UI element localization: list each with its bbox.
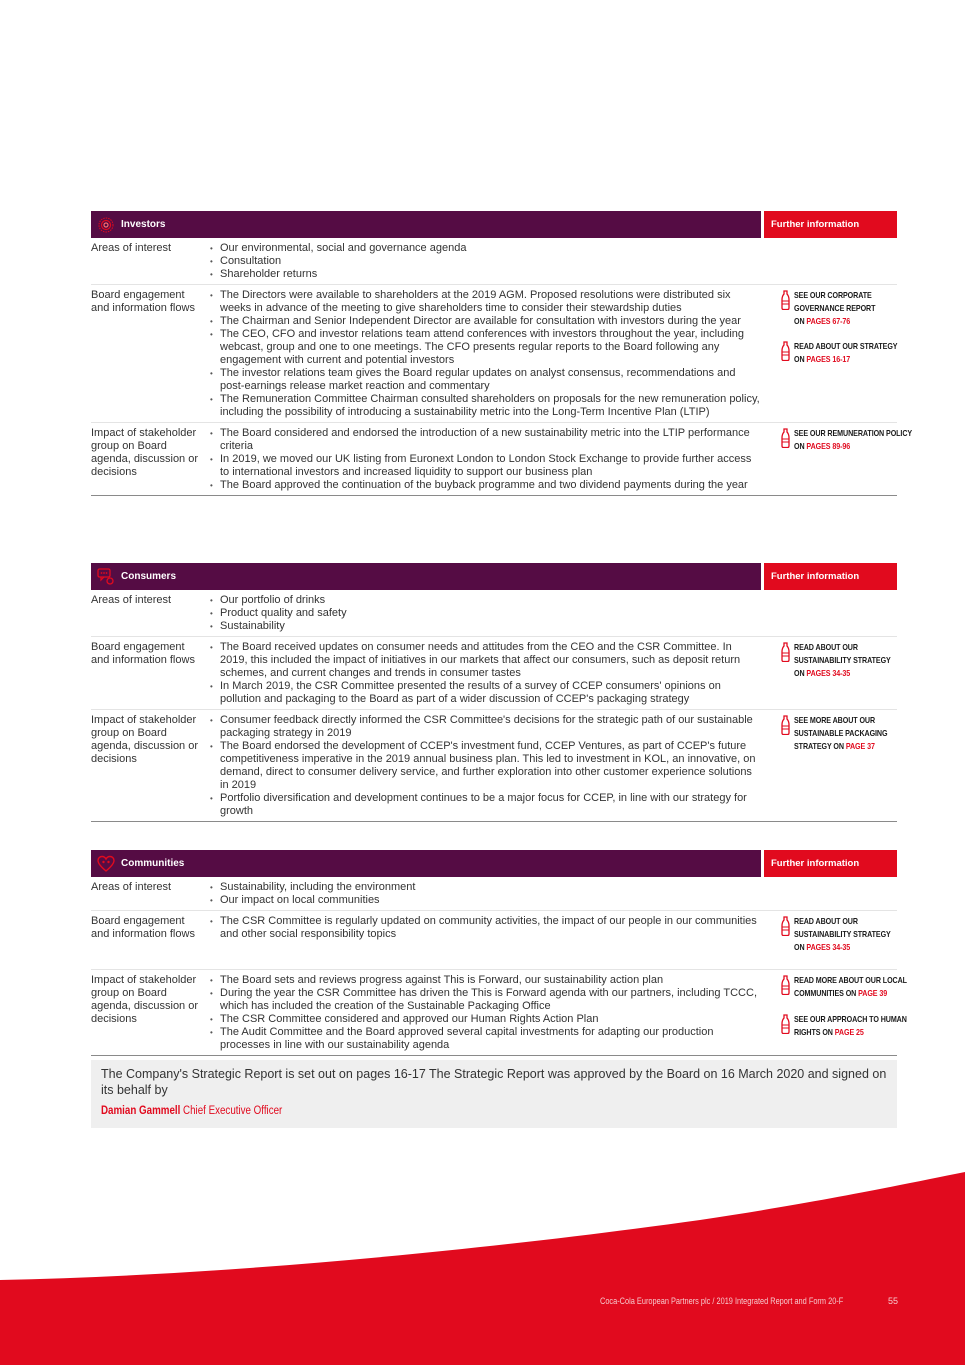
cross-reference-link[interactable] [781,340,914,366]
bullet-item: • During the year the CSR Committee has driven the This is Forward agenda with our partners, including TCCC, which has included the creation of the Sustainable Packaging Office [209,987,761,1013]
further-information-links [761,289,914,419]
further-information-links [761,881,897,907]
heart-icon [97,855,115,873]
cross-reference-link[interactable] [781,714,903,752]
bottle-icon [781,975,790,995]
bullet-item: • Consultation [209,255,761,268]
bullet-item: • The Board approved the continuation of the buyback programme and two dividend payments during the year [209,479,761,492]
link-page-line [794,353,897,366]
row-label: Impact of stakeholder group on Board agenda, discussion or decisions [91,714,199,765]
bullet-item: • In March 2019, the CSR Committee presented the results of a survey of CCEP consumers' opinions on pollution and packaging to the Board as part of a wider discussion of CCEP's packaging strategy [209,680,761,706]
bottle-icon [781,1014,790,1034]
bullet-item: • In 2019, we moved our UK listing from Euronext London to London Stock Exchange to provide further access to international investors and increased liquidity to support our business plan [209,453,761,479]
section-title: Communities [121,858,185,869]
link-line: READ ABOUT OUR [794,916,858,926]
page-number: 55 [888,1296,899,1306]
bottle-icon [781,642,790,662]
row-areas-of-interest [91,877,897,911]
link-page-line [794,315,875,328]
summary-text: The Company's Strategic Report is set out on pages 16-17 The Strategic Report was approved by the Board on 16 March 2020 and signed on its behalf by [101,1067,887,1097]
cross-reference-text [794,641,891,679]
bullet-list [209,915,761,966]
further-information-links [761,714,903,818]
bottle-icon [781,916,790,936]
link-prefix: STRATEGY ON [794,740,846,751]
bullet-item: • Our impact on local communities [209,894,761,907]
bullet-item: • The CSR Committee considered and approved our Human Rights Action Plan [209,1013,761,1026]
link-page-line [794,941,891,954]
row-label: Board engagement and information flows [91,641,195,666]
link-page-line [794,987,907,1000]
bullet-item: • The Chairman and Senior Independent Director are available for consultation with investors during the year [209,315,761,328]
further-information-links [761,641,906,706]
further-information-links [761,594,897,633]
page-reference[interactable]: PAGE 39 [858,988,888,999]
further-information-header: Further information [764,563,897,590]
row-label: Areas of interest [91,881,172,893]
section-title-bar [91,850,761,877]
bullet-item: • Sustainability, including the environment [209,881,761,894]
section-header [91,563,897,590]
row-board-engagement [91,911,897,970]
link-prefix: ON [794,941,807,952]
signatory-name: Damian Gammell [101,1105,181,1117]
row-areas-of-interest [91,238,897,285]
bullet-item: • The Remuneration Committee Chairman consulted shareholders on proposals for the new remuneration policy, including the possibility of introducing a sustainability metric into the Long-Term Incentive Plan (LTIP) [209,393,761,419]
section-title: Investors [121,219,166,230]
row-label: Areas of interest [91,242,172,254]
link-line: SEE OUR CORPORATE [794,290,872,300]
link-prefix: RIGHTS ON [794,1026,835,1037]
bullet-list [209,289,761,419]
further-information-links [761,915,906,966]
link-prefix: ON [794,667,807,678]
row-label: Impact of stakeholder group on Board agenda, discussion or decisions [91,427,199,478]
consumers-section [91,563,897,822]
cross-reference-text [794,340,897,366]
link-page-line [794,440,912,453]
further-information-links [761,242,897,281]
bottle-icon [781,428,790,448]
investors-section [91,211,913,496]
cross-reference-text [794,289,875,327]
row-board-engagement [91,285,897,423]
section-title: Consumers [121,571,177,582]
section-title-bar [91,211,761,238]
link-line: SEE MORE ABOUT OUR [794,715,876,725]
row-impact-on-board [91,970,907,1056]
bullet-list [209,427,761,492]
link-line: SUSTAINABLE PACKAGING [794,727,888,738]
further-information-header: Further information [764,211,897,238]
link-line: READ ABOUT OUR STRATEGY [794,341,898,352]
bullet-item: • Our environmental, social and governance agenda [209,242,761,255]
cross-reference-link[interactable] [781,915,906,953]
link-prefix: ON [794,354,807,365]
cross-reference-link[interactable] [781,641,906,679]
bottle-icon [781,290,790,310]
footer-report-title: Coca-Cola European Partners plc / 2019 Integrated Report and Form 20-F [600,1296,844,1306]
bullet-item: • Our portfolio of drinks [209,594,761,607]
bullet-item: • The CEO, CFO and investor relations team attend conferences with investors throughout the year, including webcast, group and one to one meetings. The CFO presents regular reports to the Board following any engagement with current and potential investors [209,328,761,367]
section-header [91,850,897,877]
bottle-icon [781,341,790,361]
cross-reference-link[interactable] [781,974,925,1000]
row-board-engagement [91,637,897,710]
row-label: Board engagement and information flows [91,289,195,314]
bullet-item: • The Board sets and reviews progress against This is Forward, our sustainability action plan [209,974,761,987]
red-swoosh-decoration [0,1160,965,1365]
link-line: SEE OUR REMUNERATION POLICY [794,428,913,438]
target-icon [97,216,115,234]
bullet-list [209,641,761,706]
bullet-item: • The Board received updates on consumer needs and attitudes from the CEO and the CSR Committee. In 2019, this included the impact of initiatives in our markets that affect our consumers, such as deposit return schemes, and current changes and trends in consumer tastes [209,641,761,680]
bullet-list [209,974,761,1052]
link-line: SUSTAINABILITY STRATEGY [794,654,891,665]
bullet-item: • Consumer feedback directly informed the CSR Committee's decisions for the strategic path of our sustainable packaging strategy in 2019 [209,714,761,740]
cross-reference-link[interactable] [781,289,914,327]
row-label: Board engagement and information flows [91,915,195,940]
row-label: Impact of stakeholder group on Board agenda, discussion or decisions [91,974,199,1026]
bullet-item: • The Board considered and endorsed the introduction of a new sustainability metric into the LTIP performance criteria [209,427,761,453]
bullet-list [209,242,761,281]
further-information-links [761,427,931,492]
signatory-title: Chief Executive Officer [183,1105,283,1117]
bullet-item: • Sustainability [209,620,761,633]
row-label: Areas of interest [91,594,172,606]
further-information-header: Further information [764,850,897,877]
link-prefix: ON [794,315,807,326]
bullet-item: • The Audit Committee and the Board approved several capital investments for adapting our production processes in line with our sustainability agenda [209,1026,761,1052]
link-prefix: COMMUNITIES ON [794,988,859,999]
link-line: READ ABOUT OUR [794,642,858,652]
link-page-line [794,1026,907,1039]
link-line: GOVERNANCE REPORT [794,302,876,313]
cross-reference-text [794,915,891,953]
row-impact-on-board [91,710,897,822]
communities-section [91,850,907,1056]
link-prefix: ON [794,440,807,451]
bullet-item: • Product quality and safety [209,607,761,620]
page-reference[interactable]: PAGES 34-35 [806,667,851,678]
chat-bubble-icon [97,568,115,586]
bullet-item: • The Board endorsed the development of CCEP's investment fund, CCEP Ventures, as part of CCEP's future competitiveness imperative in the 2019 annual business plan. This led to investment in KOL, an innovative, on demand, direct to consumer delivery service, and further exploration into other customer experience solutions in 2019 [209,740,761,792]
bullet-item: • The Directors were available to shareholders at the 2019 AGM. Proposed resolutions were distributed six weeks in advance of the meeting to give shareholders time to consider their stewardship duties [209,289,761,315]
page-reference[interactable]: PAGES 67-76 [806,315,851,326]
page-reference[interactable]: PAGES 89-96 [806,440,851,451]
cross-reference-text [794,427,912,453]
page-reference[interactable]: PAGES 16-17 [806,354,851,365]
link-page-line [794,740,887,753]
further-information-links [761,974,925,1052]
bottle-icon [781,715,790,735]
bullet-item: • The CSR Committee is regularly updated on community activities, the impact of our people in our communities and other social responsibility topics [209,915,761,941]
signature-line [101,1105,769,1117]
link-line: SUSTAINABILITY STRATEGY [794,928,891,939]
page-reference[interactable]: PAGE 25 [834,1026,864,1037]
section-header [91,211,897,238]
page-reference[interactable]: PAGE 37 [845,740,875,751]
bullet-item: • The investor relations team gives the Board regular updates on analyst consensus, recommendations and post-earnings release market reaction and commentary [209,367,761,393]
cross-reference-link[interactable] [781,427,931,453]
row-areas-of-interest [91,590,897,637]
section-title-bar [91,563,761,590]
cross-reference-text [794,714,887,752]
bullet-list [209,594,761,633]
cross-reference-text [794,974,907,1000]
cross-reference-link[interactable] [781,1013,925,1039]
link-page-line [794,667,891,680]
bullet-item: • Shareholder returns [209,268,761,281]
link-line: SEE OUR APPROACH TO HUMAN [794,1013,907,1024]
bullet-item: • Portfolio diversification and development continues to be a major focus for CCEP, in line with our strategy for growth [209,792,761,818]
bullet-list [209,714,761,818]
page-reference[interactable]: PAGES 34-35 [806,941,851,952]
bullet-list [209,881,761,907]
strategic-report-summary [91,1060,897,1128]
row-impact-on-board [91,423,913,496]
link-line: READ MORE ABOUT OUR LOCAL [794,975,907,986]
cross-reference-text [794,1013,907,1039]
